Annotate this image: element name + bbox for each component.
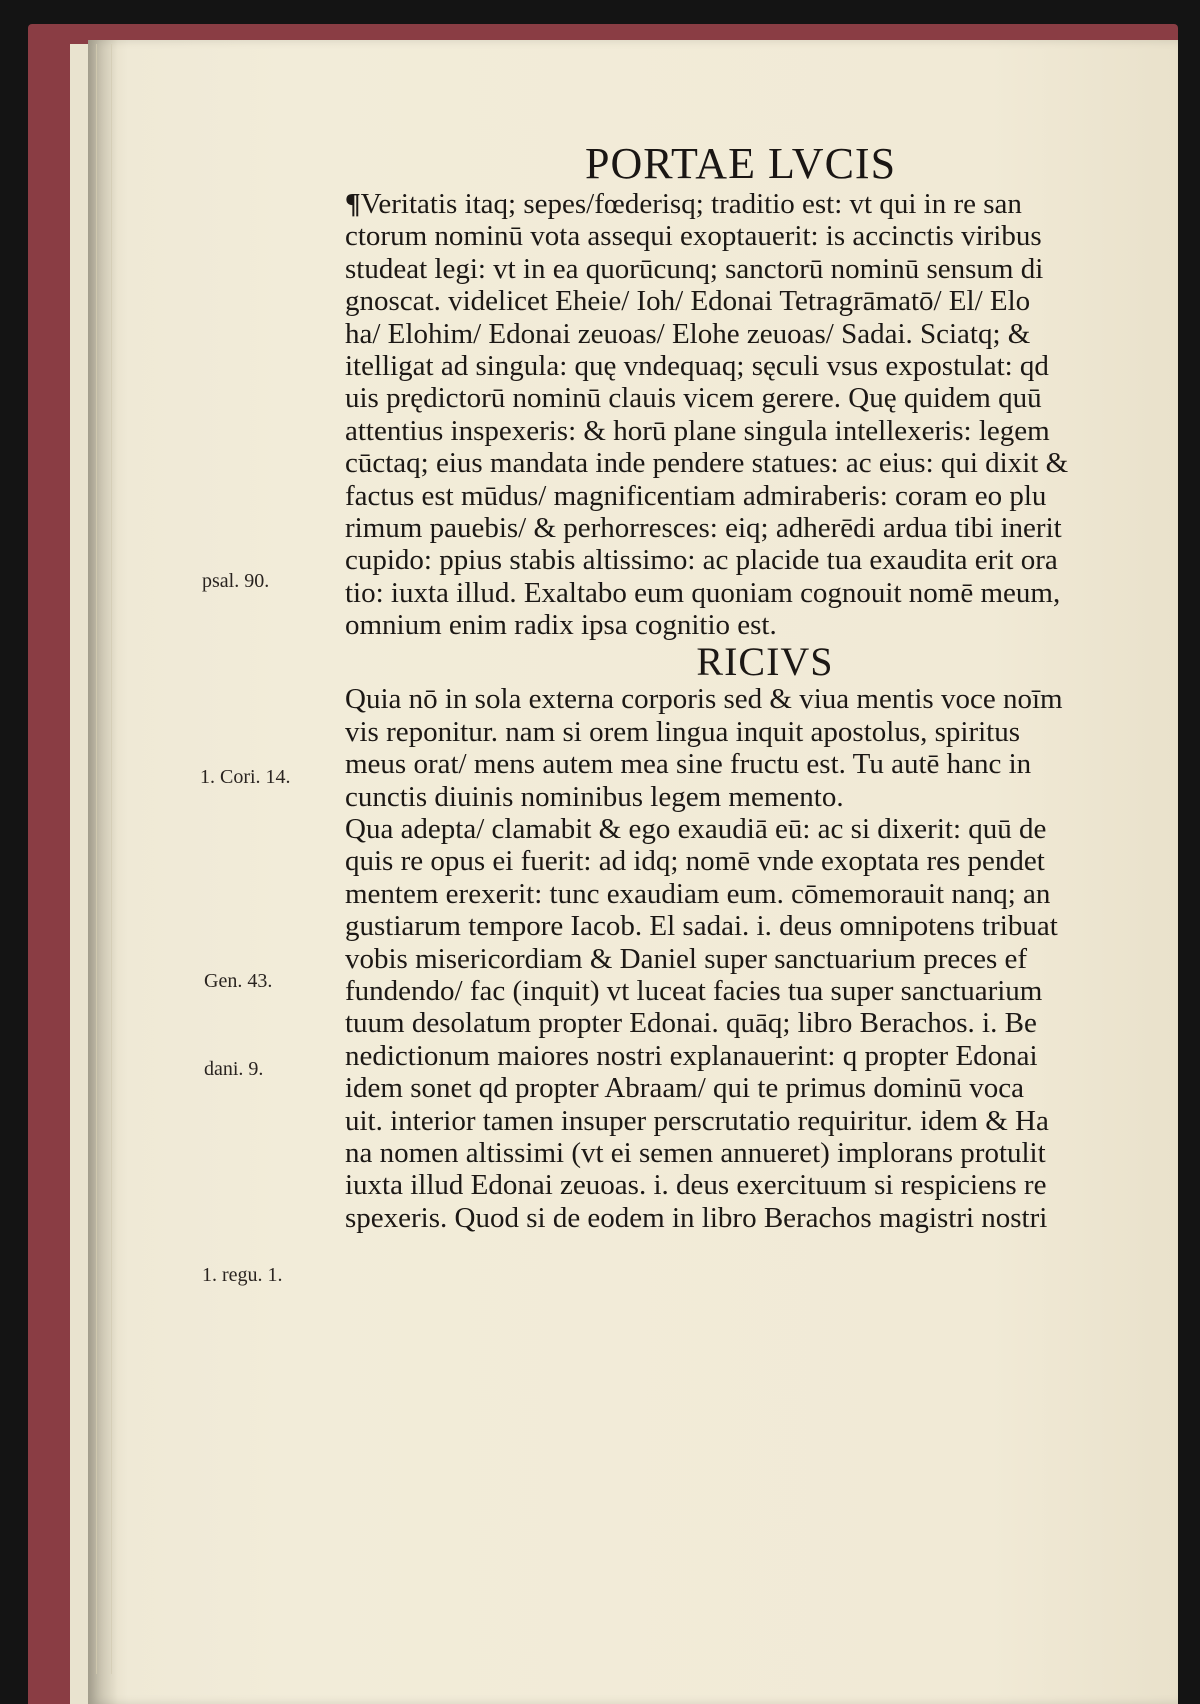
text-line: uit. interior tamen insuper perscrutatio requiritur. idem & Ha — [345, 1104, 1049, 1137]
text-line: mentem erexerit: tunc exaudiam eum. cōmemorauit nanq; an — [345, 877, 1051, 910]
speaker-heading: RICIVS — [696, 639, 834, 685]
marginal-note-regum: 1. regu. 1. — [202, 1264, 283, 1286]
marginal-note-daniel: dani. 9. — [204, 1058, 264, 1080]
text-line: idem sonet qd propter Abraam/ qui te primus dominū voca — [345, 1072, 1024, 1105]
text-line: ctorum nominū vota assequi exoptauerit: is accinctis viribus — [345, 220, 1042, 253]
text-line: ha/ Elohim/ Edonai zeuoas/ Elohe zeuoas/ Sadai. Sciatq; & — [345, 317, 1031, 350]
text-line: spexeris. Quod si de eodem in libro Berachos magistri nostri — [345, 1201, 1048, 1234]
text-line: quis re opus ei fuerit: ad idq; nomē vnde exoptata res pendet — [345, 845, 1045, 878]
text-line: attentius inspexeris: & horū plane singula intellexeris: legem — [345, 414, 1050, 447]
endpaper-edge — [70, 44, 90, 1704]
marginal-note-corinthians: 1. Cori. 14. — [200, 766, 291, 788]
text-line: Quia nō in sola externa corporis sed & viua mentis voce noīm — [345, 683, 1063, 716]
text-line: gnoscat. videlicet Eheie/ Ioh/ Edonai Tetragrāmatō/ El/ Elo — [345, 285, 1031, 318]
text-line: factus est mūdus/ magnificentiam admiraberis: coram eo plu — [345, 479, 1047, 512]
text-line: nedictionum maiores nostri explanauerint: q propter Edonai — [345, 1039, 1038, 1072]
text-line: cunctis diuinis nominibus legem memento. — [345, 780, 844, 813]
text-line: na nomen altissimi (vt ei semen annueret) implorans protulit — [345, 1136, 1046, 1169]
marginal-note-genesis: Gen. 43. — [204, 970, 273, 992]
text-line: itelligat ad singula: quę vndequaq; sęculi vsus expostulat: qd — [345, 349, 1049, 382]
text-line: studeat legi: vt in ea quorūcunq; sanctorū nominū sensum di — [345, 252, 1044, 285]
pilcrow-mark: ¶ — [345, 188, 361, 220]
text-line: vis reponitur. nam si orem lingua inquit apostolus, spiritus — [345, 715, 1021, 748]
text-line: cūctaq; eius mandata inde pendere statues: ac eius: qui dixit & — [345, 447, 1069, 480]
text-line: omnium enim radix ipsa cognitio est. — [345, 609, 777, 642]
text-line: gustiarum tempore Iacob. El sadai. i. deus omnipotens tribuat — [345, 910, 1058, 943]
text-line: cupido: ppius stabis altissimo: ac placide tua exaudita erit ora — [345, 544, 1058, 577]
text-line: vobis misericordiam & Daniel super sanctuarium preces ef — [345, 942, 1028, 975]
page-leaf-edge — [96, 44, 112, 1674]
text-line: Qua adepta/ clamabit & ego exaudiā eū: ac si dixerit: quū de — [345, 813, 1047, 846]
main-text — [345, 188, 1145, 1234]
text-line: fundendo/ fac (inquit) vt luceat facies tua super sanctuarium — [345, 974, 1043, 1007]
text-line: tuum desolatum propter Edonai. quāq; libro Berachos. i. Be — [345, 1007, 1037, 1040]
text-line: tio: iuxta illud. Exaltabo eum quoniam cognouit nomē meum, — [345, 576, 1061, 609]
text-line: meus orat/ mens autem mea sine fructu est. Tu autē hanc in — [345, 748, 1032, 781]
running-head: PORTAE LVCIS — [585, 139, 897, 188]
text-line: uis prędictorū nominū clauis vicem gerere. Quę quidem quū — [345, 382, 1042, 415]
text-line-1 — [345, 188, 1145, 220]
text-line: rimum pauebis/ & perhorresces: eiq; adherēdi ardua tibi inerit — [345, 511, 1062, 544]
marginal-note-psalm: psal. 90. — [202, 570, 270, 592]
text-line: Veritatis itaq; sepes/fœderisq; traditio est: vt qui in re san — [360, 188, 1022, 220]
text-line: iuxta illud Edonai zeuoas. i. deus exercituum si respiciens re — [345, 1169, 1047, 1202]
